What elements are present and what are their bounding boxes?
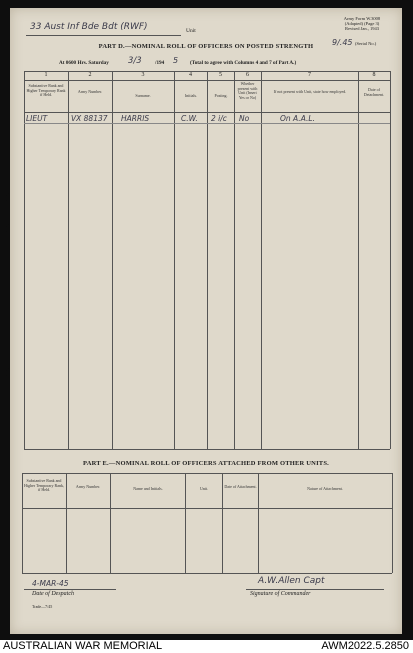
col-num-4: 4 (189, 72, 192, 78)
despatch-line (24, 589, 116, 590)
date-year-digit: 5 (173, 56, 179, 65)
e-col-attachment-date: Date of Attachment. (224, 484, 257, 489)
col-num-5: 5 (219, 72, 222, 78)
col-num-7: 7 (308, 72, 311, 78)
col-label-army-number: Army Number. (77, 89, 103, 94)
despatch-date-handwritten: 4-MAR-45 (32, 579, 69, 588)
signature-handwritten: A.W.Allen Capt (258, 576, 325, 586)
col-num-1: 1 (44, 72, 48, 78)
cell-rank: LIEUT (26, 114, 48, 123)
army-form-page (10, 8, 402, 634)
col-num-2: 2 (88, 72, 92, 78)
serial-number-handwritten: 9/.45 (332, 38, 353, 47)
e-col-army-number: Army Number. (75, 484, 101, 489)
col-label-employed: If not present with Unit, state how employed. (273, 89, 347, 94)
cell-surname: HARRIS (121, 114, 150, 123)
unit-label: Unit (186, 28, 196, 34)
serial-label: (Serial No.) (355, 41, 377, 46)
signature-line (246, 589, 384, 590)
e-col-attachment-nature: Nature of Attachment. (307, 486, 343, 491)
e-col-unit: Unit. (199, 486, 209, 491)
e-col-rank: Substantive Rank and Higher Temporary Rank, if Held. (24, 478, 64, 492)
unit-name-handwritten: 33 Aust Inf Bde Bdt (RWF) (30, 22, 148, 32)
accession-number: AWM2022.5.2850 (321, 640, 409, 652)
despatch-label: Date of Despatch (32, 591, 74, 597)
col-num-3: 3 (141, 72, 145, 78)
cell-initials: C.W. (181, 114, 198, 123)
cell-employed: On A.A.L. (280, 114, 315, 123)
date-suffix: (Total to agree with Columns 4 and 7 of Part A.) (190, 60, 297, 66)
date-year: /194 (155, 60, 165, 66)
col-label-surname: Surname. (135, 93, 151, 98)
part-e-title: PART E.—NOMINAL ROLL OF OFFICERS ATTACHED FROM OTHER UNITS. (83, 460, 329, 467)
col-label-present: Whether present with Unit (Insert Yes or No) (237, 81, 258, 100)
archive-caption (0, 640, 413, 653)
part-d-title: PART D.—NOMINAL ROLL OF OFFICERS ON POSTED STRENGTH (98, 43, 314, 50)
print-code: Trade—7/45 (32, 604, 53, 609)
cell-posting: 2 i/c (211, 114, 227, 123)
col-num-8: 8 (372, 72, 376, 78)
unit-underline (26, 35, 181, 36)
institution-name: AUSTRALIAN WAR MEMORIAL (3, 640, 163, 652)
col-label-initials: Initials. (184, 93, 198, 98)
col-label-posting: Posting. (214, 93, 228, 98)
signature-label: Signature of Commander (250, 591, 311, 597)
col-num-6: 6 (246, 72, 249, 78)
date-handwritten: 3/3 (128, 56, 142, 66)
date-prefix: At 0600 Hrs. Saturday (59, 60, 109, 66)
cell-army-number: VX 88137 (71, 114, 108, 123)
cell-present: No (239, 114, 250, 123)
col-label-rank: Substantive Rank and Higher Temporary Rank if Held. (26, 83, 66, 97)
col-label-detachment: Date of Detachment. (363, 87, 385, 97)
form-info: Army Form W.3008 (Adapted) (Page 3) Revised Jan., 1943 (343, 16, 381, 31)
e-col-name: Name and Initials. (133, 486, 163, 491)
